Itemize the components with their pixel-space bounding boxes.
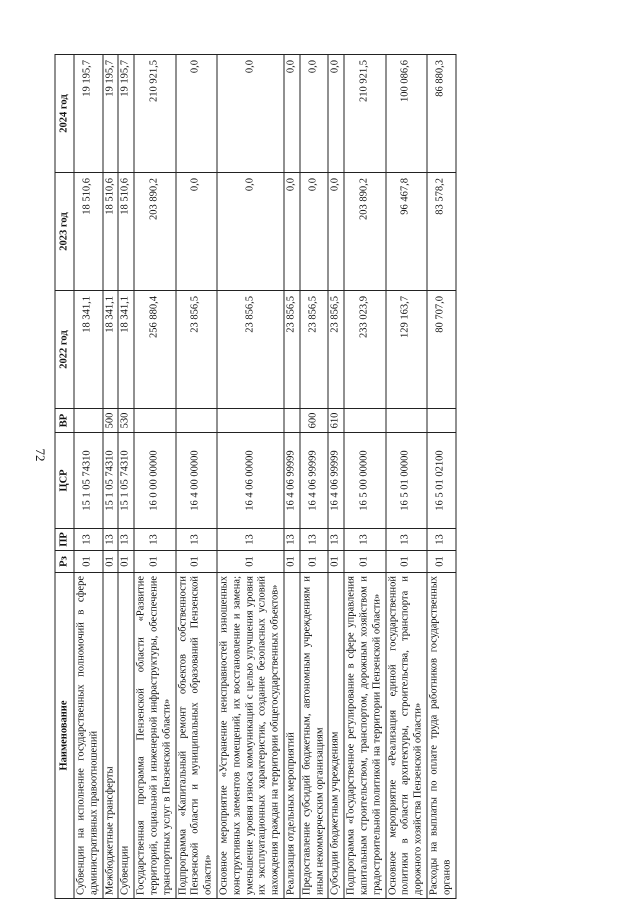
cell-rz: 01 bbox=[134, 551, 175, 573]
cell-pr: 13 bbox=[217, 529, 284, 551]
header-name: Наименование bbox=[55, 573, 74, 899]
header-vr: ВР bbox=[55, 409, 74, 433]
budget-table-sheet bbox=[55, 55, 582, 899]
cell-vr bbox=[344, 409, 385, 433]
cell-csr: 16 0 00 00000 bbox=[134, 433, 175, 529]
cell-pr: 13 bbox=[300, 529, 329, 551]
table-row bbox=[134, 55, 175, 899]
table-row bbox=[176, 55, 217, 899]
cell-2022: 80 707,0 bbox=[427, 291, 456, 409]
cell-name: Государственная программа Пензенской области «Развитие территорий, социальной и инженерной инфраструктуры, обеспечение транспортных услуг в Пензенской области» bbox=[134, 573, 175, 899]
cell-vr bbox=[217, 409, 284, 433]
budget-table bbox=[55, 54, 457, 899]
cell-2022: 129 163,7 bbox=[386, 291, 427, 409]
cell-2022: 256 880,4 bbox=[134, 291, 175, 409]
cell-csr: 16 4 06 99999 bbox=[300, 433, 329, 529]
cell-csr: 16 5 00 00000 bbox=[344, 433, 385, 529]
cell-2023: 18 510,6 bbox=[74, 173, 103, 291]
cell-pr: 13 bbox=[118, 529, 134, 551]
cell-2024: 100 086,6 bbox=[386, 55, 427, 173]
cell-2024: 0,0 bbox=[300, 55, 329, 173]
cell-pr: 13 bbox=[134, 529, 175, 551]
cell-2024: 19 195,7 bbox=[74, 55, 103, 173]
cell-pr: 13 bbox=[344, 529, 385, 551]
header-2024: 2024 год bbox=[55, 55, 74, 173]
table-row bbox=[118, 55, 134, 899]
cell-2022: 18 341,1 bbox=[74, 291, 103, 409]
cell-2023: 0,0 bbox=[300, 173, 329, 291]
cell-name: Межбюджетные трансферты bbox=[103, 573, 119, 899]
cell-csr: 16 4 06 99999 bbox=[328, 433, 344, 529]
table-row bbox=[344, 55, 385, 899]
cell-name: Основное мероприятие «Устранение неисправностей изношенных конструктивных элементов помещений, их восстановление и замена; уменьшение уровня износа коммуникаций с целью улучшения уровня их эксплуатационных характеристик, создание безопасных условий нахождения граждан на территории общегосударственных объектов» bbox=[217, 573, 284, 899]
cell-vr bbox=[176, 409, 217, 433]
cell-2022: 23 856,5 bbox=[284, 291, 300, 409]
cell-csr: 16 5 01 02100 bbox=[427, 433, 456, 529]
cell-csr: 15 1 05 74310 bbox=[118, 433, 134, 529]
cell-2022: 18 341,1 bbox=[103, 291, 119, 409]
cell-rz: 01 bbox=[176, 551, 217, 573]
cell-2023: 18 510,6 bbox=[103, 173, 119, 291]
cell-csr: 15 1 05 74310 bbox=[103, 433, 119, 529]
table-row bbox=[386, 55, 427, 899]
cell-2024: 0,0 bbox=[328, 55, 344, 173]
table-row bbox=[103, 55, 119, 899]
header-pr: ПР bbox=[55, 529, 74, 551]
cell-pr: 13 bbox=[74, 529, 103, 551]
cell-rz: 01 bbox=[118, 551, 134, 573]
cell-2023: 203 890,2 bbox=[344, 173, 385, 291]
cell-2023: 96 467,8 bbox=[386, 173, 427, 291]
table-header-row bbox=[55, 55, 74, 899]
cell-2024: 0,0 bbox=[176, 55, 217, 173]
cell-rz: 01 bbox=[74, 551, 103, 573]
cell-vr bbox=[284, 409, 300, 433]
table-row bbox=[74, 55, 103, 899]
table-row bbox=[328, 55, 344, 899]
cell-vr bbox=[74, 409, 103, 433]
table-row bbox=[217, 55, 284, 899]
header-csr: ЦСР bbox=[55, 433, 74, 529]
cell-name: Подпрограмма «Государственное регулирование в сфере управления капитальным строительством, транспортом, дорожным хозяйством и градостроительной политикой на территории Пензенской области» bbox=[344, 573, 385, 899]
cell-vr: 500 bbox=[103, 409, 119, 433]
cell-vr: 600 bbox=[300, 409, 329, 433]
header-rz: Рз bbox=[55, 551, 74, 573]
cell-2024: 0,0 bbox=[284, 55, 300, 173]
cell-name: Реализация отдельных мероприятий bbox=[284, 573, 300, 899]
cell-2023: 0,0 bbox=[328, 173, 344, 291]
cell-name: Основное мероприятие «Реализация единой государственной политики в области архитектуры, строительства, транспорта и дорожного хозяйства Пензенской области» bbox=[386, 573, 427, 899]
cell-2024: 0,0 bbox=[217, 55, 284, 173]
cell-csr: 15 1 05 74310 bbox=[74, 433, 103, 529]
header-2023: 2023 год bbox=[55, 173, 74, 291]
cell-2024: 86 880,3 bbox=[427, 55, 456, 173]
cell-name: Подпрограмма «Капитальный ремонт объектов собственности Пензенской области и муниципальных образований Пензенской области» bbox=[176, 573, 217, 899]
table-row bbox=[427, 55, 456, 899]
cell-csr: 16 4 06 99999 bbox=[284, 433, 300, 529]
table-row bbox=[284, 55, 300, 899]
cell-pr: 13 bbox=[103, 529, 119, 551]
cell-rz: 01 bbox=[103, 551, 119, 573]
cell-2024: 19 195,7 bbox=[103, 55, 119, 173]
cell-2023: 83 578,2 bbox=[427, 173, 456, 291]
cell-2024: 210 921,5 bbox=[134, 55, 175, 173]
cell-2024: 19 195,7 bbox=[118, 55, 134, 173]
cell-rz: 01 bbox=[328, 551, 344, 573]
cell-2022: 23 856,5 bbox=[176, 291, 217, 409]
cell-2022: 23 856,5 bbox=[328, 291, 344, 409]
cell-2022: 23 856,5 bbox=[217, 291, 284, 409]
cell-name: Предоставление субсидий бюджетным, автономным учреждениям и иным некоммерческим организациям bbox=[300, 573, 329, 899]
cell-vr: 530 bbox=[118, 409, 134, 433]
cell-vr: 610 bbox=[328, 409, 344, 433]
cell-2022: 233 023,9 bbox=[344, 291, 385, 409]
cell-2023: 0,0 bbox=[217, 173, 284, 291]
cell-name: Субвенции на исполнение государственных полномочий в сфере административных правоотношений bbox=[74, 573, 103, 899]
cell-2023: 0,0 bbox=[176, 173, 217, 291]
cell-csr: 16 4 00 00000 bbox=[176, 433, 217, 529]
cell-csr: 16 4 06 00000 bbox=[217, 433, 284, 529]
cell-pr: 13 bbox=[427, 529, 456, 551]
cell-2023: 0,0 bbox=[284, 173, 300, 291]
cell-rz: 01 bbox=[386, 551, 427, 573]
cell-vr bbox=[386, 409, 427, 433]
cell-vr bbox=[134, 409, 175, 433]
cell-vr bbox=[427, 409, 456, 433]
cell-rz: 01 bbox=[217, 551, 284, 573]
cell-2024: 210 921,5 bbox=[344, 55, 385, 173]
cell-rz: 01 bbox=[300, 551, 329, 573]
cell-name: Субсидии бюджетным учреждениям bbox=[328, 573, 344, 899]
cell-csr: 16 5 01 00000 bbox=[386, 433, 427, 529]
cell-2023: 18 510,6 bbox=[118, 173, 134, 291]
cell-2022: 18 341,1 bbox=[118, 291, 134, 409]
cell-2022: 23 856,5 bbox=[300, 291, 329, 409]
page-number: 72 bbox=[33, 448, 48, 462]
header-2022: 2022 год bbox=[55, 291, 74, 409]
cell-rz: 01 bbox=[284, 551, 300, 573]
cell-rz: 01 bbox=[344, 551, 385, 573]
cell-pr: 13 bbox=[386, 529, 427, 551]
cell-pr: 13 bbox=[328, 529, 344, 551]
cell-rz: 01 bbox=[427, 551, 456, 573]
table-row bbox=[300, 55, 329, 899]
cell-name: Субвенции bbox=[118, 573, 134, 899]
cell-name: Расходы на выплаты по оплате труда работников государственных органов bbox=[427, 573, 456, 899]
cell-pr: 13 bbox=[284, 529, 300, 551]
cell-2023: 203 890,2 bbox=[134, 173, 175, 291]
cell-pr: 13 bbox=[176, 529, 217, 551]
